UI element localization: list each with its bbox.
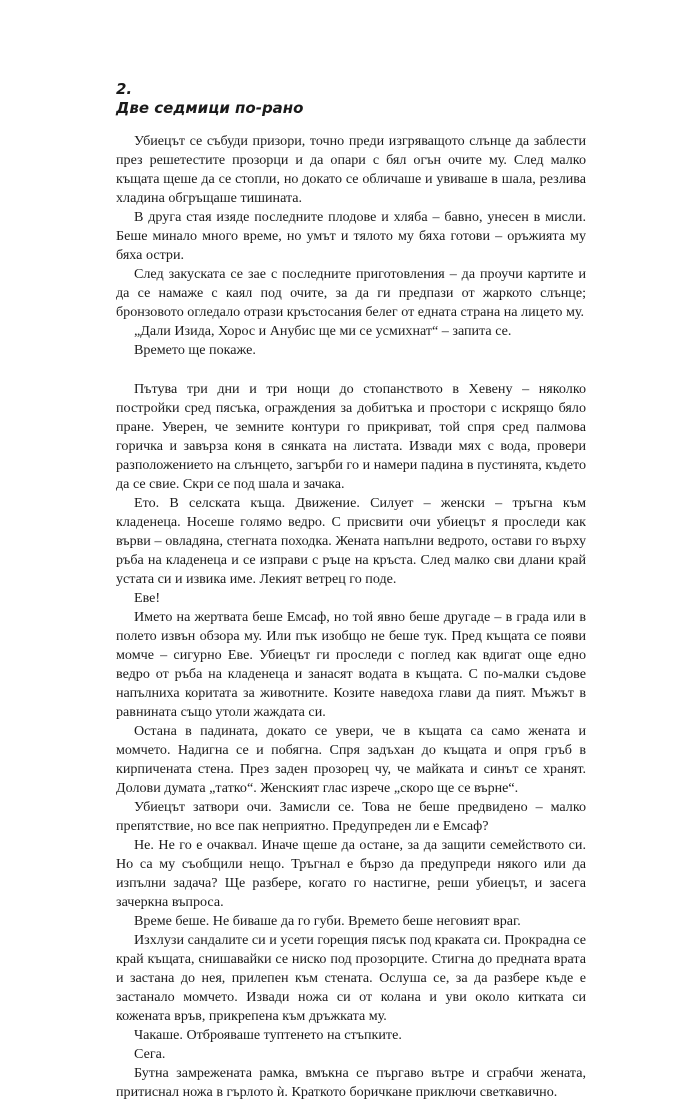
paragraph: Не. Не го е очаквал. Иначе щеше да остане, за да защити семейството си. Но са му съобщили нещо. Тръгнал е бързо да предупреди някого или да изпълни задача? Ще разбере, когато го настигне, реши убиецът, и засега зачеркна въпроса. <box>116 837 586 910</box>
paragraph: Време беше. Не биваше да го губи. Времето беше неговият враг. <box>134 913 521 929</box>
paragraph: Изхлузи сандалите си и усети горещия пясък под краката си. Прокрадна се край къщата, снишавайки се ниско под прозорците. Стигна до предната врата и застана до нея, прилепен към стената. Ослуша се, за да разбере къде е застанало момчето. Извади ножа си от колана и уви около китката си кожената връв, прикрепена към дръжката му. <box>116 932 586 1024</box>
paragraph: Бутна замрежената рамка, вмъкна се пъргаво вътре и сграбчи жената, притиснал ножа в гърлото ѝ. Краткото боричкане приключи светкавично. <box>116 1065 586 1100</box>
paragraph: Сега. <box>134 1046 166 1062</box>
paragraph: Името на жертвата беше Емсаф, но той явно беше другаде – в града или в полето извън обзора му. Или пък изобщо не беше тук. Пред къщата се появи момче – сигурно Еве. Убиецът ги проследи с поглед как вдигат още едно ведро от ръба на кладенеца и занасят водата в къщата. С по-малки съдове напълниха коритата за животните. Козите наведоха глави да пият. Мъжът в равнината също утоли жаждата си. <box>116 609 586 720</box>
paragraph: Чакаше. Отброяваше туптенето на стъпките. <box>134 1027 402 1043</box>
document-page <box>116 80 586 1102</box>
paragraph: В друга стая изяде последните плодове и хляба – бавно, унесен в мисли. Беше минало много време, но умът и тялото му бяха готови – оръжията му бяха остри. <box>116 209 586 263</box>
section-one <box>116 132 586 360</box>
section-break <box>116 360 586 380</box>
paragraph: „Дали Изида, Хорос и Анубис ще ми се усмихнат“ – запита се. <box>134 323 512 339</box>
paragraph: Остана в падината, докато се увери, че в къщата са само жената и момчето. Надигна се и побягна. Спря задъхан до къщата и опря гръб в кирпичената стена. През заден прозорец чу, че майката и синът се хранят. Долови думата „татко“. Женският глас изрече „скоро ще се върне“. <box>116 723 586 796</box>
paragraph: След закуската се зае с последните приготовления – да проучи картите и да се намаже с каял под очите, за да ги предпази от жаркото слънце; бронзовото огледало отрази кръстосания белег от едната страна на лицето му. <box>116 266 586 320</box>
paragraph: Ето. В селската къща. Движение. Силует – женски – тръгна към кладенеца. Носеше голямо ведро. С присвити очи убиецът я проследи как върви – овладяна, стегната походка. Жената напълни ведрото, остави го върху ръба на кладенеца и се изправи с ръце на кръста. След малко сви длани край устата си и извика име. Лекият ветрец го поде. <box>116 495 586 587</box>
paragraph: Пътува три дни и три нощи до стопанството в Хевену – няколко постройки сред пясъка, ограждения за добитъка и простори с искрящо бяло пране. Уверен, че земните контури го прикриват, той спря сред палмова горичка и завърза коня в сянката на листата. Извади мях с вода, провери разположението на слънцето, загърби го и намери падина в пустинята, където да се свие. Скри се под шала и зачака. <box>116 381 586 492</box>
paragraph: Убиецът затвори очи. Замисли се. Това не беше предвидено – малко препятствие, но все пак неприятно. Предупреден ли е Емсаф? <box>116 799 586 834</box>
chapter-number: 2. <box>116 80 133 98</box>
paragraph: Времето ще покаже. <box>134 342 256 358</box>
paragraph: Еве! <box>134 590 161 606</box>
chapter-title: Две седмици по-рано <box>116 99 304 117</box>
paragraph: Убиецът се събуди призори, точно преди изгряващото слънце да заблести през решетестите прозорци и да опари с бял огън очите му. След малко къщата щеше да се стопли, но докато се обличаше и увиваше в шала, резлива хладина обгръщаше тишината. <box>116 133 586 206</box>
section-two <box>116 380 586 1102</box>
